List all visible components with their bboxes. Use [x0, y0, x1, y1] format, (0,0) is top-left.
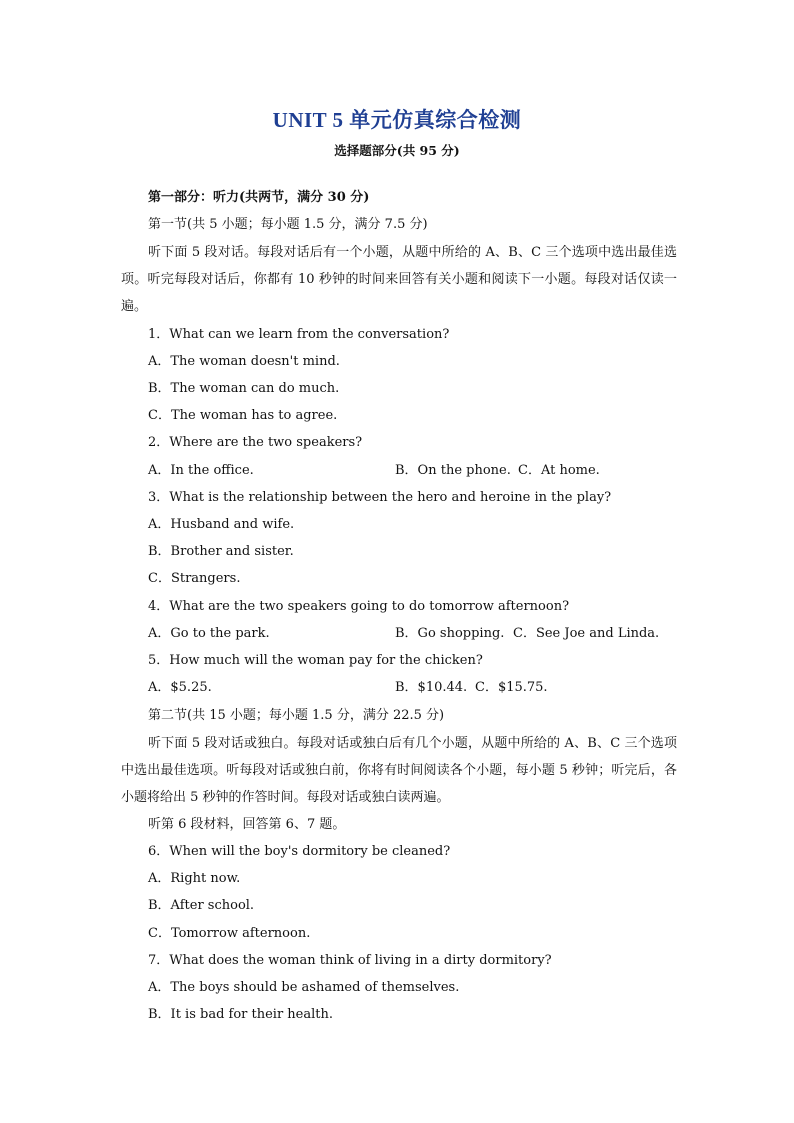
question-1-stem: 1．What can we learn from the conversation? [148, 327, 450, 342]
question-2-option-a: A．In the office. [148, 463, 254, 478]
question-4-stem: 4．What are the two speakers going to do tomorrow afternoon? [148, 599, 570, 614]
question-2-option-c: C．At home. [518, 463, 600, 478]
question-7-stem: 7．What does the woman think of living in a dirty dormitory? [148, 953, 552, 968]
page-title: UNIT 5 单元仿真综合检测 [272, 108, 522, 132]
question-6-option-c: C．Tomorrow afternoon. [148, 926, 311, 941]
question-6-option-b: B．After school. [148, 898, 255, 913]
question-7-option-b: B．It is bad for their health. [148, 1007, 334, 1022]
section1-instructions: 听下面 5 段对话。每段对话后有一个小题，从题中所给的 A、B、C 三个选项中选出最佳选项。听完每段对话后，你都有 10 秒钟的时间来回答有关小题和阅读下一小题。每段对话仅读一遍。 [121, 245, 677, 315]
page-subtitle: 选择题部分(共 95 分) [334, 143, 460, 158]
question-5-option-b: B．$10.44. [395, 680, 468, 695]
question-6-stem: 6．When will the boy's dormitory be cleaned? [148, 844, 451, 859]
question-2-stem: 2．Where are the two speakers? [148, 435, 363, 450]
question-6-option-a: A．Right now. [148, 871, 241, 886]
section2-heading: 第二节(共 15 小题；每小题 1.5 分，满分 22.5 分) [148, 708, 445, 723]
question-5-option-c: C．$15.75. [475, 680, 548, 695]
question-2-option-b: B．On the phone. [395, 463, 511, 478]
question-7-option-a: A．The boys should be ashamed of themselves. [148, 980, 460, 995]
question-4-option-c: C．See Joe and Linda. [513, 626, 660, 641]
question-5-option-a: A．$5.25. [148, 680, 212, 695]
material-6-note: 听第 6 段材料，回答第 6、7 题。 [148, 817, 346, 832]
question-1-option-b: B．The woman can do much. [148, 381, 340, 396]
question-5-stem: 5．How much will the woman pay for the chicken? [148, 653, 483, 668]
question-1-option-c: C．The woman has to agree. [148, 408, 338, 423]
section2-instructions: 听下面 5 段对话或独白。每段对话或独白后有几个小题，从题中所给的 A、B、C 三个选项中选出最佳选项。听每段对话或独白前，你将有时间阅读各个小题，每小题 5 秒钟；听完后，各小题将给出 5 秒钟的作答时间。每段对话或独白读两遍。 [121, 736, 677, 806]
section1-heading: 第一节(共 5 小题；每小题 1.5 分，满分 7.5 分) [148, 217, 428, 232]
question-4-option-a: A．Go to the park. [148, 626, 270, 641]
question-1-option-a: A．The woman doesn't mind. [148, 354, 340, 369]
question-3-option-a: A．Husband and wife. [148, 517, 295, 532]
question-3-stem: 3．What is the relationship between the hero and heroine in the play? [148, 490, 612, 505]
part1-heading: 第一部分：听力(共两节，满分 30 分) [148, 190, 370, 205]
question-3-option-c: C．Strangers. [148, 571, 241, 586]
question-3-option-b: B．Brother and sister. [148, 544, 294, 559]
question-4-option-b: B．Go shopping. [395, 626, 505, 641]
